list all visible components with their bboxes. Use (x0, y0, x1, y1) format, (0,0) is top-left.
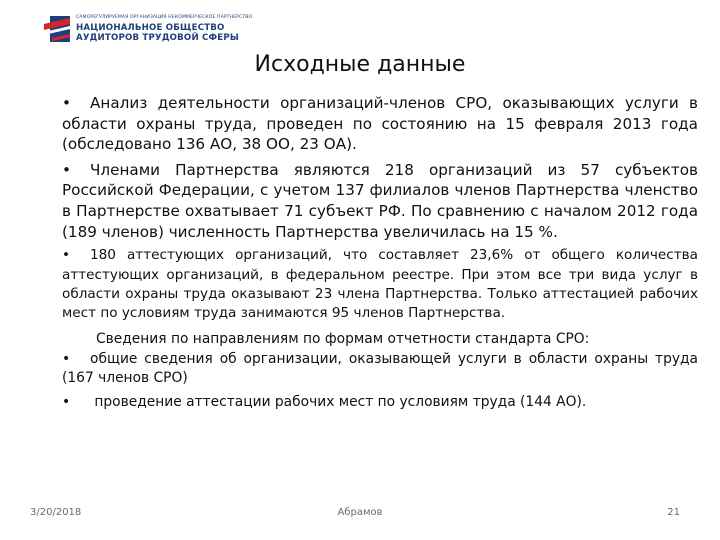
logo-top-text: САМОРЕГУЛИРУЕМАЯ ОРГАНИЗАЦИЯ НЕКОММЕРЧЕСКОЕ ПАРТНЕРСТВО (76, 15, 253, 20)
paragraph-text: проведение аттестации рабочих мест по условиям труда (144 АО). (90, 394, 587, 411)
footer-page-number: 21 (667, 507, 680, 518)
footer-date: 3/20/2018 (30, 507, 82, 518)
paragraph-text: Членами Партнерства являются 218 организаций из 57 субъектов Российской Федерации, с учетом 137 филиалов членов Партнерства членство в Партнерстве охватывает 71 субъект РФ. По сравнению с началом 2012 года (189 членов) численность Партнерства увеличилась на 15 %. (62, 160, 698, 241)
organization-logo (44, 12, 253, 48)
paragraph-text: Сведения по направлениям по формам отчетности стандарта СРО: (96, 330, 590, 347)
slide-title: Исходные данные (254, 52, 466, 77)
paragraph-text: Анализ деятельности организаций-членов СРО, оказывающих услуги в области охраны труда, проведен по состоянию на 15 февраля 2013 года (обследовано 136 АО, 38 ОО, 23 ОА). (62, 94, 698, 154)
paragraph-workplace-attestation (62, 393, 698, 413)
logo-emblem-icon (44, 14, 72, 44)
paragraph-text: общие сведения об организации, оказывающей услуги в области охраны труда (167 членов СРО) (62, 350, 698, 387)
paragraph-attestation (62, 246, 698, 324)
bullet-marker: • (62, 394, 71, 411)
bullet-marker: • (62, 247, 71, 264)
paragraph-reporting-intro (62, 330, 698, 350)
footer-author: Абрамов (337, 507, 383, 518)
logo-name-line2: АУДИТОРОВ ТРУДОВОЙ СФЕРЫ (76, 33, 239, 43)
logo-name-line1: НАЦИОНАЛЬНОЕ ОБЩЕСТВО (76, 23, 225, 33)
bullet-marker: • (62, 94, 71, 112)
paragraph-general-info (62, 350, 698, 390)
bullet-marker: • (62, 160, 71, 179)
slide-body (62, 93, 698, 413)
bullet-marker: • (62, 350, 71, 367)
paragraph-members (62, 160, 698, 242)
paragraph-analysis (62, 93, 698, 155)
paragraph-text: 180 аттестующих организаций, что составляет 23,6% от общего количества аттестующих организаций, в федеральном реестре. При этом все три вида услуг в области охраны труда оказывают 23 члена Партнерства. Только аттестацией рабочих мест по условиям труда занимаются 95 членов Партнерства. (62, 247, 698, 322)
